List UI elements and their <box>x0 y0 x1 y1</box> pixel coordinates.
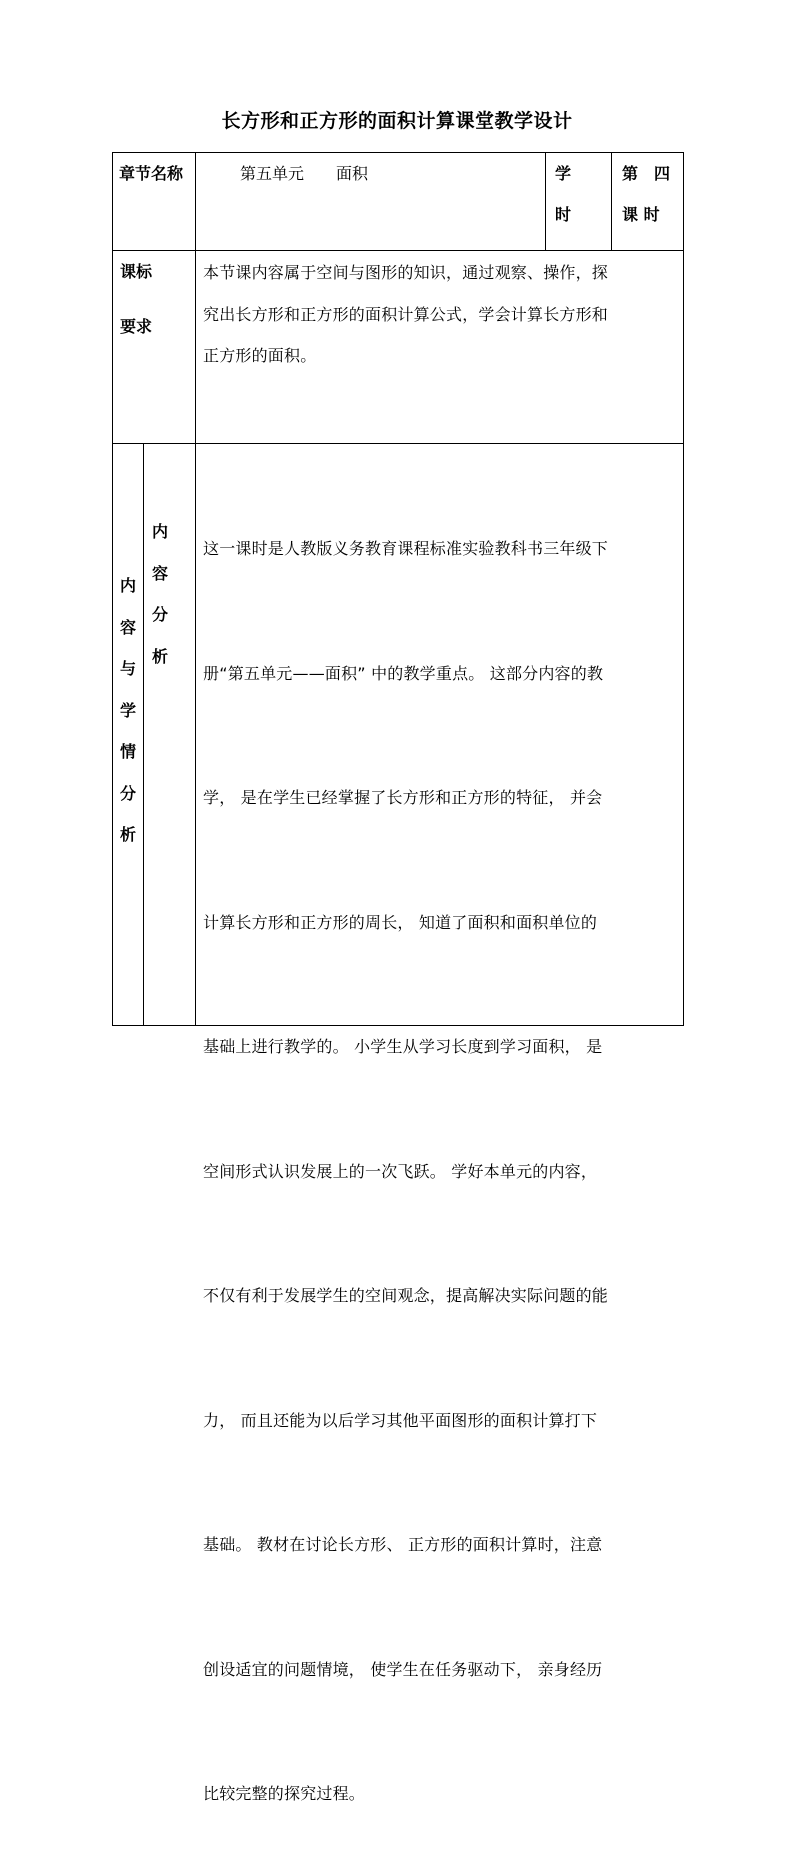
inner-label-char: 析 <box>151 646 168 666</box>
outer-label-char: 与 <box>119 659 136 678</box>
analysis-line: 基础上进行教学的。 小学生从学习长度到学习面积， 是 <box>203 1037 603 1056</box>
standard-label-2: 要求 <box>120 317 153 336</box>
content-analysis-text <box>203 445 683 1856</box>
inner-label-char: 内 <box>151 522 168 541</box>
analysis-line: 这一课时是人教版义务教育课程标准实验教科书三年级下 <box>203 539 609 558</box>
analysis-line: 基础。 教材在讨论长方形、 正方形的面积计算时，注意 <box>203 1535 603 1554</box>
document-title: 长方形和正方形的面积计算课堂教学设计 <box>221 110 573 132</box>
analysis-line: 创设适宜的问题情境， 使学生在任务驱动下， 亲身经历 <box>203 1659 603 1679</box>
analysis-line: 计算长方形和正方形的周长， 知道了面积和面积单位的 <box>203 912 598 932</box>
analysis-line: 不仅有利于发展学生的空间观念，提高解决实际问题的能 <box>203 1286 609 1305</box>
class-hours-label-2: 时 <box>555 205 572 224</box>
standard-line: 本节课内容属于空间与图形的知识，通过观察、操作，探 <box>203 263 609 282</box>
inner-label-char: 分 <box>151 605 168 624</box>
inner-label-char: 容 <box>151 563 168 583</box>
outer-label-char: 学 <box>119 700 136 720</box>
class-hours-label-1: 学 <box>555 164 572 183</box>
outer-label-char: 内 <box>119 576 136 595</box>
class-hours-value-2: 课 时 <box>622 205 660 224</box>
outer-vertical-label <box>118 565 138 856</box>
inner-vertical-label <box>150 511 170 677</box>
standard-line: 究出长方形和正方形的面积计算公式，学会计算长方形和 <box>203 304 609 324</box>
chapter-name-value: 第五单元 面积 <box>240 164 369 183</box>
outer-label-char: 容 <box>119 617 136 637</box>
analysis-line: 册“第五单元——面积” 中的教学重点。 这部分内容的教 <box>203 663 604 683</box>
analysis-line: 比较完整的探究过程。 <box>203 1784 366 1803</box>
outer-label-char: 析 <box>119 825 136 844</box>
analysis-line: 力， 而且还能为以后学习其他平面图形的面积计算打下 <box>203 1410 598 1430</box>
chapter-name-label: 章节名称 <box>119 164 184 183</box>
analysis-line: 空间形式认识发展上的一次飞跃。 学好本单元的内容， <box>203 1161 598 1181</box>
standard-label-1: 课标 <box>120 262 153 281</box>
standard-text <box>203 252 683 377</box>
standard-line: 正方形的面积。 <box>203 346 317 365</box>
outer-label-char: 情 <box>119 742 136 761</box>
analysis-line: 学， 是在学生已经掌握了长方形和正方形的特征， 并会 <box>203 788 603 807</box>
class-hours-value-1: 第 四 <box>622 164 671 183</box>
outer-label-char: 分 <box>119 783 136 803</box>
